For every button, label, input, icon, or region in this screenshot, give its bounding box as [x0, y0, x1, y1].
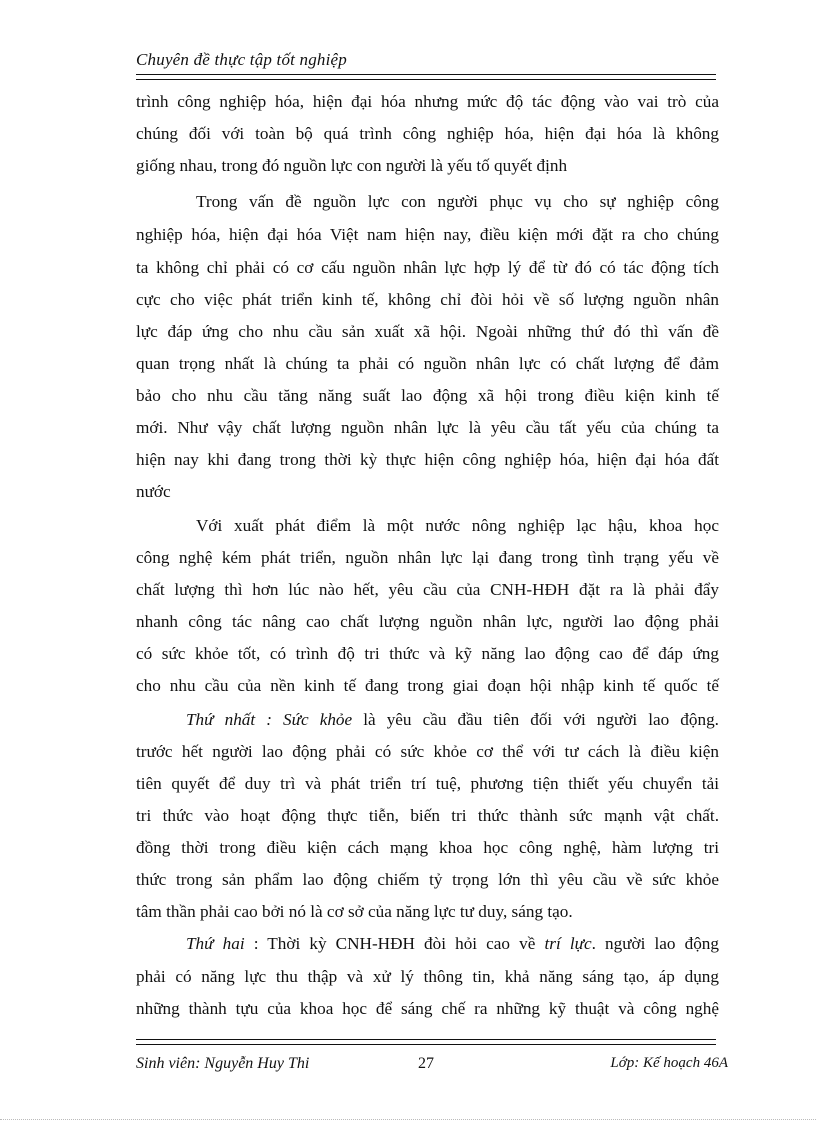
text-line: tri thức vào hoạt động thực tiễn, biến tri thức thành sức mạnh vật chất.: [136, 806, 719, 825]
text-line: nghiệp hóa, hiện đại hóa Việt nam hiện nay, điều kiện mới đặt ra cho chúng: [136, 225, 719, 244]
text-line: tiên quyết để duy trì và phát triển trí tuệ, phương tiện thiết yếu chuyển tải: [136, 774, 719, 793]
paragraph-label: Thứ hai: [186, 934, 245, 953]
page-footer: [136, 1055, 728, 1077]
text-line: bảo cho nhu cầu tăng năng suất lao động xã hội trong điều kiện kinh tế: [136, 386, 719, 405]
text-line: [186, 710, 719, 730]
text-line: ta không chỉ phải có cơ cấu nguồn nhân lực hợp lý để từ đó có tác động tích: [136, 258, 719, 277]
text-line: có sức khỏe tốt, có trình độ tri thức và kỹ năng lao động cao để đáp ứng: [136, 644, 719, 663]
footer-class: Lớp: Kế hoạch 46A: [610, 1055, 728, 1071]
text-line: hiện nay khi đang trong thời kỳ thực hiện công nghiệp hóa, hiện đại hóa đất: [136, 450, 719, 469]
text-line: trước hết người lao động phải có sức khỏe cơ thể với tư cách là điều kiện: [136, 742, 719, 761]
text-line: [186, 934, 719, 954]
emphasis-text: trí lực: [544, 934, 592, 953]
header-rule: [136, 74, 716, 80]
text-line: chúng đối với toàn bộ quá trình công nghiệp hóa, hiện đại hóa là không: [136, 124, 719, 143]
page-number: 27: [418, 1055, 434, 1072]
text-line: thức trong sản phẩm lao động chiếm tỷ trọng lớn thì yêu cầu về sức khỏe: [136, 870, 719, 889]
text-line: Với xuất phát điểm là một nước nông nghiệp lạc hậu, khoa học: [196, 516, 719, 535]
text-line: công nghệ kém phát triển, nguồn nhân lực lại đang trong tình trạng yếu về: [136, 548, 719, 567]
footer-student: Sinh viên: Nguyễn Huy Thi: [136, 1055, 310, 1072]
text-line: nhanh công tác nâng cao chất lượng nguồn nhân lực, người lao động phải: [136, 612, 719, 631]
header-title: Chuyên đề thực tập tốt nghiệp: [136, 50, 348, 69]
text-line: quan trọng nhất là chúng ta phải có nguồn nhân lực có chất lượng để đảm: [136, 354, 719, 373]
footer-rule: [136, 1039, 716, 1045]
text-span: . người lao động: [591, 934, 719, 953]
text-line: nước: [136, 482, 171, 501]
text-line: lực đáp ứng cho nhu cầu sản xuất xã hội. Ngoài những thứ đó thì vấn đề: [136, 322, 719, 341]
text-line: Trong vấn đề nguồn lực con người phục vụ cho sự nghiệp công: [196, 192, 719, 211]
page-header: [136, 50, 716, 70]
page-boundary: [0, 1119, 816, 1120]
paragraph-label: Thứ nhất : Sức khỏe: [186, 710, 353, 729]
text-line: chất lượng thì hơn lúc nào hết, yêu cầu của CNH-HĐH đặt ra là phải đẩy: [136, 580, 719, 599]
text-line: những thành tựu của khoa học để sáng chế ra những kỹ thuật và công nghệ: [136, 999, 719, 1018]
text-line: giống nhau, trong đó nguồn lực con người là yếu tố quyết định: [136, 156, 568, 175]
text-line: mới. Như vậy chất lượng nguồn nhân lực là yêu cầu tất yếu của chúng ta: [136, 418, 719, 437]
text-line: trình công nghiệp hóa, hiện đại hóa nhưng mức độ tác động vào vai trò của: [136, 92, 719, 111]
text-line: cho nhu cầu của nền kinh tế đang trong giai đoạn hội nhập kinh tế quốc tế: [136, 676, 719, 695]
text-line: phải có năng lực thu thập và xử lý thông tin, khả năng sáng tạo, áp dụng: [136, 967, 719, 986]
text-span: là yêu cầu đầu tiên đối với người lao động.: [352, 710, 719, 729]
text-line: cực cho việc phát triển kinh tế, không chỉ đòi hỏi về số lượng nguồn nhân: [136, 290, 719, 309]
text-line: đồng thời trong điều kiện cách mạng khoa học công nghệ, hàm lượng tri: [136, 838, 719, 857]
text-line: tâm thần phải cao bởi nó là cơ sở của năng lực tư duy, sáng tạo.: [136, 902, 573, 921]
text-span: : Thời kỳ CNH-HĐH đòi hỏi cao về: [244, 934, 545, 953]
